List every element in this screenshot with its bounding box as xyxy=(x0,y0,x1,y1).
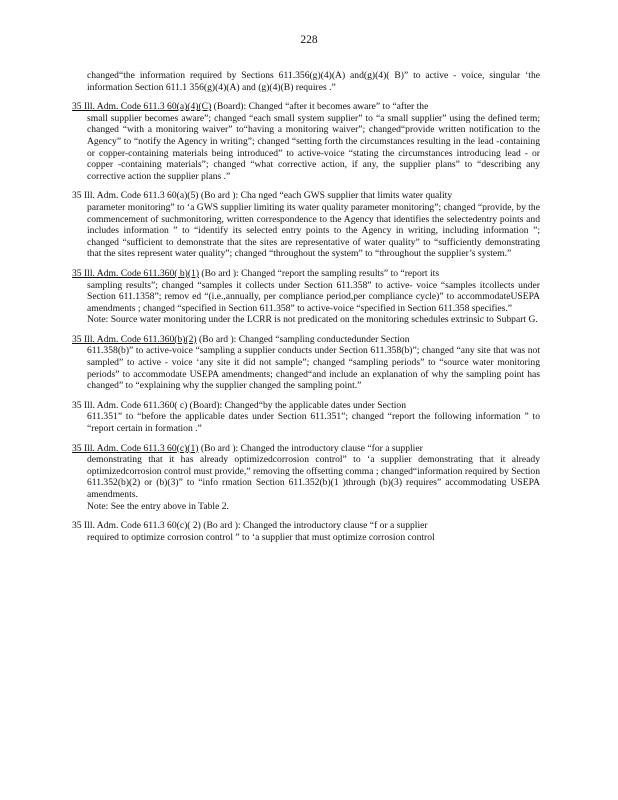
entry-note: Note: See the entry above in Table 2. xyxy=(87,500,229,512)
entry-first-line: 35 Ill. Adm. Code 611.360( c) (Board): Changed“by the applicable dates under Section xyxy=(72,399,407,411)
entry-first-line-text: (Bo ard ): Changed the introductory clause “for a supplier xyxy=(198,442,423,454)
entry-text: required to optimize corrosion control ” to ‘a supplier that must optimize corrosion control xyxy=(87,531,435,543)
entry-611-360-c xyxy=(72,400,540,435)
entry-first-line: 35 Ill. Adm. Code 611.3 60(c)( 2) (Bo ard ): Changed the introductory clause “f or a supplier xyxy=(72,520,428,532)
entry-note: Note: Source water monitoring under the LCRR is not predicated on the monitoring schedules extrinsic to Subpart G. xyxy=(87,314,538,326)
entry-611-360-c-2 xyxy=(72,520,540,543)
entry-text: changed“the information required by Sections 611.356(g)(4)(A) and(g)(4)( B)” to active - voice, singular ‘the information Section 611.1 356(g)(4)(A) and (g)(4)(B) requires .” xyxy=(87,70,540,93)
entry-611-360-c-1 xyxy=(72,443,540,513)
entry-first-line xyxy=(72,334,540,346)
entry-text: 611.358(b)” to active-voice “sampling a supplier conducts under Section 611.358(b)”; changed “any site that was not sampled” to active - voice ‘any site it did not sample”; changed “sampling periods” to “source water monitoring periods” to accommodate USEPA amendments; changed“and include an explanation of why the sampling point has changed” to “explaining why the supplier changed the sampling point.” xyxy=(87,345,540,392)
entry-text: parameter monitoring” to ‘a GWS supplier limiting its water quality parameter monitoring”; changed “provide, by the commencement of suchmonitoring, written correspondence to the Agency that identifies the selectedentry points and includes information ” to “identify its selected entry points to the Agency in writing, including information ”; changed “sufficient to demonstrate that the sites are representative of water quality” to “sufficiently demonstrating that the sites represent water quality”; changed “throughout the system” to “throughout the supplier’s system.” xyxy=(87,201,540,260)
entry-first-line xyxy=(72,443,540,455)
page-body xyxy=(72,70,540,551)
entry-first-line-text: (Board): Changed “after it becomes aware” to “after the xyxy=(211,101,429,113)
entry-first-line-text: (Bo ard ): Changed “report the sampling results” to “report its xyxy=(199,267,440,279)
entry-first-line: 35 Ill. Adm. Code 611.3 60(a)(5) (Bo ard ): Cha nged “each GWS supplier that limits water quality xyxy=(72,190,453,202)
entry-611-360-b-2 xyxy=(72,334,540,392)
entry-text: small supplier becomes aware”; changed “each small system supplier” to “a small supplier” using the defined term; changed “with a monitoring waiver” to“having a monitoring waiver”; changed“provide written notification to the Agency” to “notify the Agency in writing”; changed “setting forth the circumstances resulting in the lead -containing or copper-containing materials being introduced” to active-voice “stating the circumstances introducing lead - or copper -containing materials”; changed “what corrective action, if any, the supplier plans” to “describing any corrective action the supplier plans .” xyxy=(87,112,540,182)
entry-text: demonstrating that it has already optimizedcorrosion control” to ‘a supplier demonstrating that it already optimizedcorrosion control must provide,” removing the offsetting comma ; changed“information required by Section 611.352(b)(2) or (b)(3)” to “info rmation Section 611.352(b)(1 )through (b)(3) requires” accommodating USEPA amendments. xyxy=(87,454,541,500)
entry-first-line xyxy=(72,101,540,113)
entry-611-360-a-5 xyxy=(72,190,540,260)
code-citation: 35 Ill. Adm. Code 611.3 60(c)(1) xyxy=(72,442,199,454)
code-citation: 35 Ill. Adm. Code 611.360( b)(1) xyxy=(72,267,200,279)
entry-text: 611.351” to “before the applicable dates under Section 611.351”; changed “report the following information ” to “report certain in formation .” xyxy=(87,411,540,435)
code-citation: 35 Ill. Adm. Code 611.3 60(a)(4)(C) xyxy=(72,101,212,113)
page-number: 228 xyxy=(300,34,318,46)
entry-611-360-b-1 xyxy=(72,268,540,326)
entry-continuation xyxy=(72,70,540,93)
entry-611-360-a-4-c xyxy=(72,101,540,182)
entry-text: sampling results”; changed “samples it collects under Section 611.358” to active- voice “samples itcollects under Section 611.1358”; remov ed “(i.e.,annually, per compliance period,per compliance cycle)” to accommodateUSEPA amendments ; changed “specified in Section 611.358” to active-voice “specified in Section 611.358 specifies.” xyxy=(87,279,540,314)
code-citation: 35 Ill. Adm. Code 611.360(b)(2) xyxy=(72,333,197,345)
entry-first-line-text: (Bo ard ): Changed “sampling conductedunder Section xyxy=(196,333,410,345)
entry-first-line xyxy=(72,268,540,280)
